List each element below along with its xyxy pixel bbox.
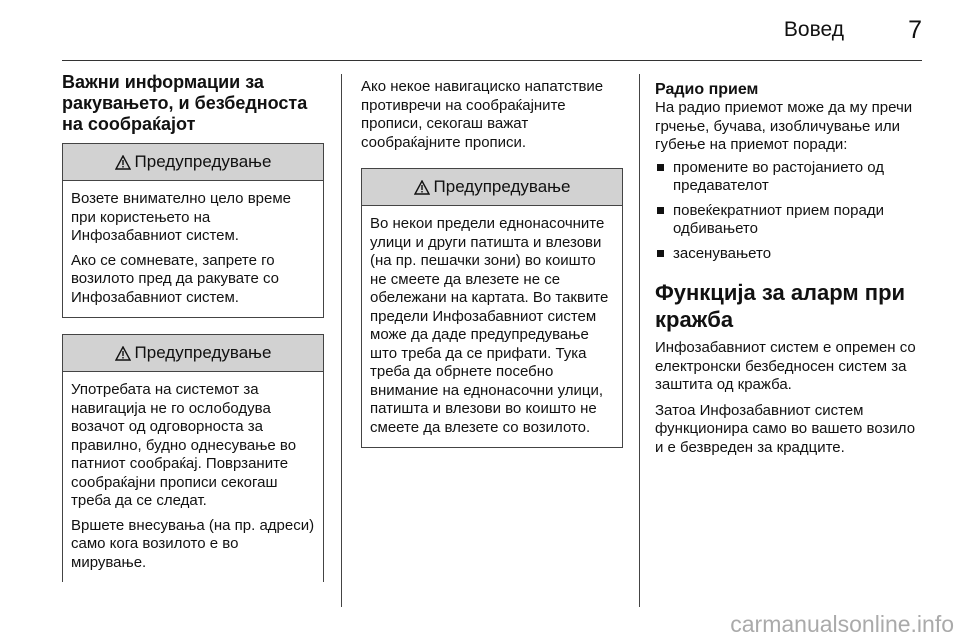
warning-box-header bbox=[63, 144, 323, 181]
warning-body bbox=[63, 372, 323, 582]
warning-paragraph: Вршете внесувања (на пр. адреси) само кога возилото е во мирување. bbox=[71, 516, 315, 571]
warning-title: Предупредување bbox=[134, 343, 272, 362]
navigation-intro: Ако некое навигациско напатствие противречи на сообраќајните прописи, секогаш важат сообраќајните прописи. bbox=[361, 78, 604, 151]
warning-paragraph: Ако се сомневате, запрете го возилото пред да ракувате со Инфозабавниот систем. bbox=[71, 251, 279, 306]
warning-body bbox=[362, 206, 622, 447]
list-item bbox=[655, 159, 920, 196]
warning-box-3 bbox=[361, 168, 623, 448]
column-divider-right bbox=[639, 74, 640, 607]
list-item-text: засенувањето bbox=[673, 244, 772, 262]
warning-triangle-icon bbox=[115, 346, 131, 361]
anti-theft-paragraph: Затоа Инфозабавниот систем функционира само во вашето возило и е безвреден за крадците. bbox=[655, 401, 916, 456]
warning-box-1 bbox=[62, 143, 324, 318]
warning-body bbox=[63, 181, 323, 317]
warning-paragraph: Во некои предели еднонасочните улици и други патишта и влезови (на пр. пешачки зони) во коишто не смеете да влезете не се обележани на картата. Во таквите предели Инфозабавниот систем може да даде предупредување што треба да се прифати. Тука треба да обрнете посебно внимание на еднонасочни улици, патишта и влезови во коишто не смеете да влезете со возилото. bbox=[370, 215, 609, 436]
radio-reception-text: На радио приемот може да му пречи грчење, бучава, изобличување или губење на приемот поради: bbox=[655, 99, 913, 153]
warning-box-header bbox=[362, 169, 622, 206]
radio-interference-list bbox=[655, 159, 920, 264]
warning-paragraph: Употребата на системот за навигација не го ослободува возачот од одговорноста за правилно, будно однесување во патниот сообраќај. Поврзаните сообраќајни прописи секогаш треба да се следат. bbox=[71, 381, 297, 509]
page-number: 7 bbox=[908, 16, 922, 44]
list-item bbox=[655, 202, 920, 239]
square-bullet-icon bbox=[657, 207, 664, 214]
square-bullet-icon bbox=[657, 164, 664, 171]
anti-theft-paragraph: Инфозабавниот систем е опремен со електронски безбедносен систем за заштита од кражба. bbox=[655, 339, 916, 393]
column-3 bbox=[655, 80, 920, 464]
warning-title: Предупредување bbox=[433, 177, 571, 196]
list-item-text: промените во растојанието од предавателот bbox=[673, 158, 885, 194]
safety-heading: Важни информации за ракувањето, и безбедноста на сообраќајот bbox=[62, 72, 308, 134]
column-1 bbox=[62, 72, 324, 598]
warning-triangle-icon bbox=[414, 180, 430, 195]
anti-theft-heading: Функција за аларм при кражба bbox=[655, 280, 906, 332]
column-divider-left bbox=[341, 74, 342, 607]
warning-box-header bbox=[63, 335, 323, 372]
list-item bbox=[655, 245, 920, 264]
radio-reception-heading: Радио прием bbox=[655, 81, 759, 98]
warning-title: Предупредување bbox=[134, 152, 272, 171]
warning-box-2 bbox=[62, 334, 324, 582]
header-rule bbox=[62, 60, 922, 61]
header-title: Вовед bbox=[783, 18, 844, 41]
list-item-text: повеќекратниот прием поради одбивањето bbox=[673, 201, 884, 237]
warning-paragraph: Возете внимателно цело време при користењето на Инфозабавниот систем. bbox=[71, 190, 291, 244]
square-bullet-icon bbox=[657, 250, 664, 257]
watermark: carmanualsonline.info bbox=[730, 611, 954, 637]
warning-triangle-icon bbox=[115, 155, 131, 170]
column-2 bbox=[361, 78, 623, 464]
